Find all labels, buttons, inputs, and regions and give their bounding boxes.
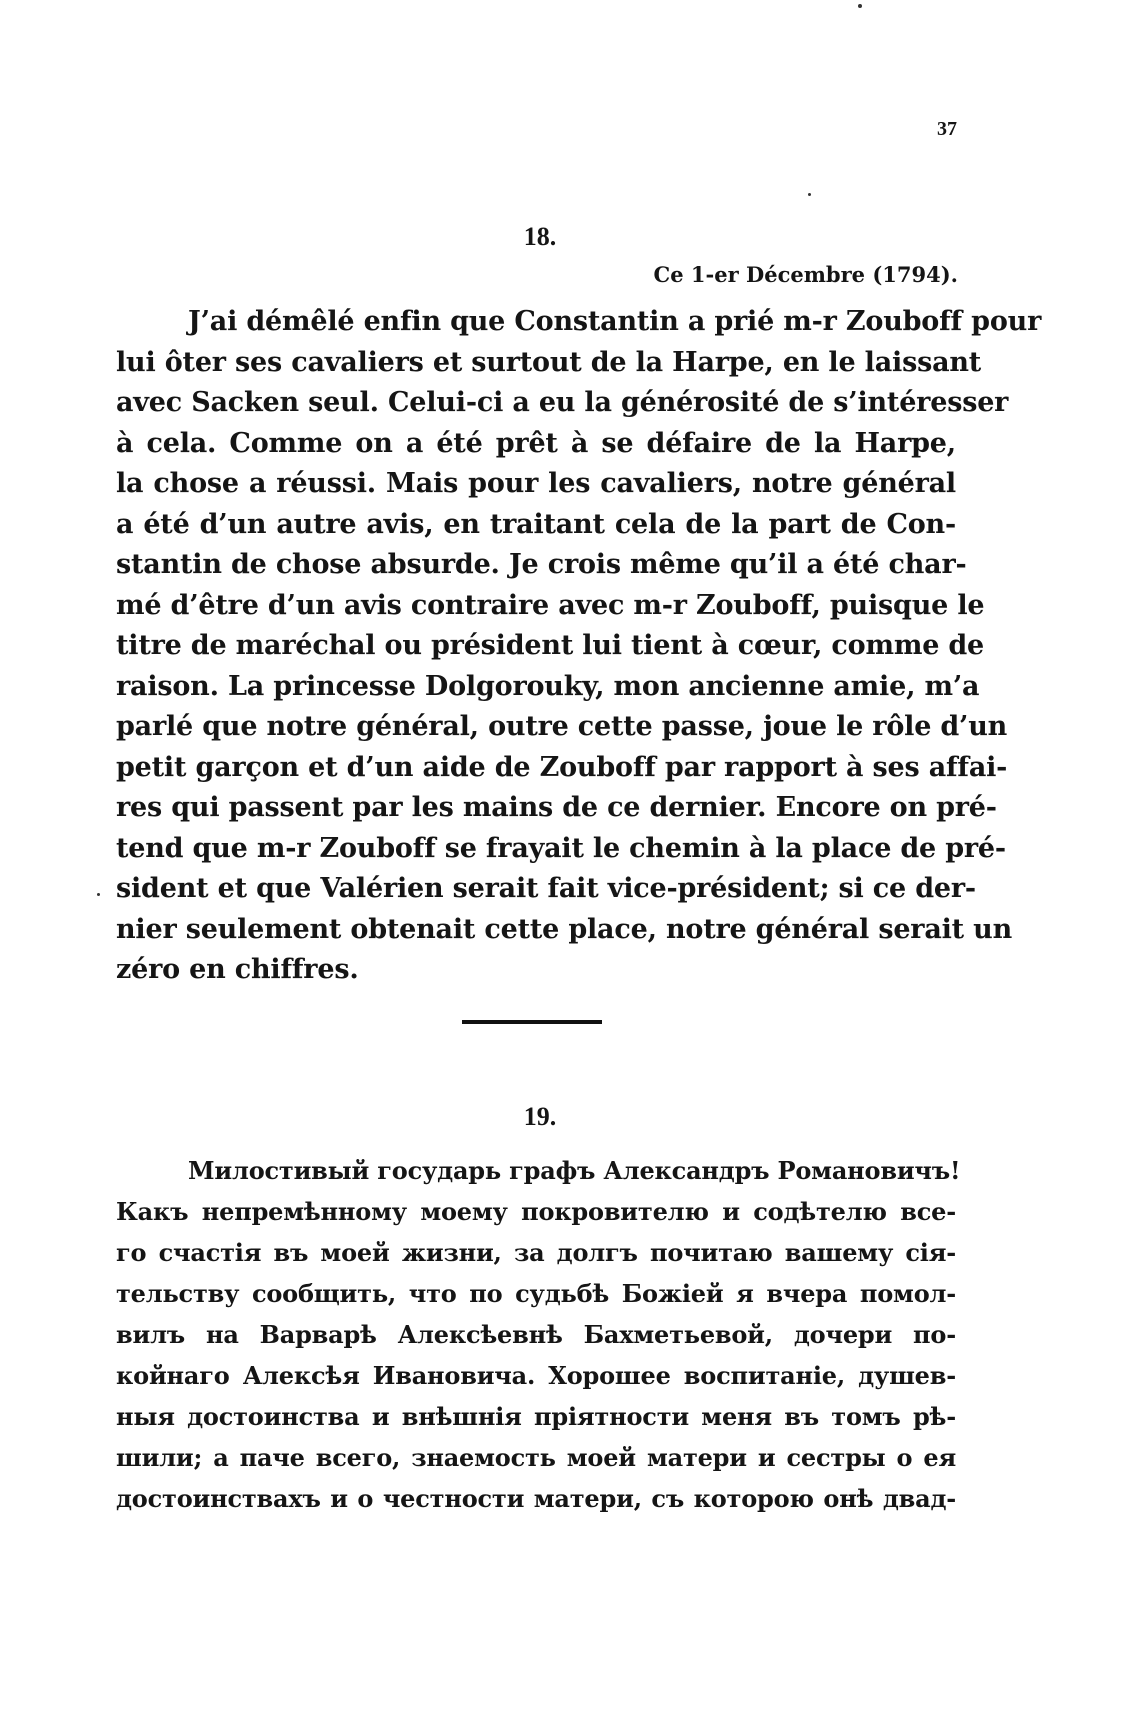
letter-19-line: тельству сообщить, что по судьбѣ Божіей я вчера помол-	[116, 1279, 956, 1308]
letter-18-line: a été d’un autre avis, en traitant cela de la part de Con-	[116, 508, 956, 540]
letter-18-line: mé d’être d’un avis contraire avec m-r Zouboff, puisque le	[116, 589, 985, 621]
scan-speck	[808, 193, 811, 196]
letter-19-body	[116, 1150, 961, 1519]
letter-19-line: койнаго Алексѣя Ивановича. Хорошее воспитаніе, душев-	[116, 1361, 956, 1390]
letter-18-line: la chose a réussi. Mais pour les cavaliers, notre général	[116, 468, 956, 499]
letter-18-line: J’ai démêlé enfin que Constantin a prié m-r Zouboff pour	[188, 306, 1042, 337]
section-divider	[462, 1020, 602, 1024]
letter-19-number: 19.	[523, 1102, 557, 1131]
letter-18-line: res qui passent par les mains de ce dernier. Encore on pré-	[116, 792, 997, 823]
letter-18-line: petit garçon et d’un aide de Zouboff par rapport à ses affai-	[116, 751, 1008, 783]
letter-18-body	[116, 302, 1042, 991]
letter-18-line: lui ôter ses cavaliers et surtout de la Harpe, en le laissant	[116, 346, 982, 378]
letter-18-line: avec Sacken seul. Celui-ci a eu la générosité de s’intéresser	[116, 387, 1009, 418]
letter-19-line: достоинствахъ и о честности матери, съ которою онѣ двад-	[116, 1484, 956, 1513]
letter-18-line: raison. La princesse Dolgorouky, mon ancienne amie, m’a	[116, 670, 980, 702]
letter-19-line: го счастія въ моей жизни, за долгъ почитаю вашему сія-	[116, 1238, 956, 1267]
letter-18-number: 18.	[523, 222, 557, 251]
letter-18-dateline: Ce 1-er Décembre (1794).	[653, 262, 958, 287]
letter-19-line: Какъ непремѣнному моему покровителю и содѣтелю все-	[116, 1197, 956, 1226]
scan-speck	[858, 4, 862, 8]
letter-19-line: вилъ на Варварѣ Алексѣевнѣ Бахметьевой, дочери по-	[116, 1320, 956, 1349]
letter-18-line: zéro en chiffres.	[116, 954, 359, 985]
letter-18-line: parlé que notre général, outre cette passe, joue le rôle d’un	[116, 711, 1008, 742]
letter-18-line: sident et que Valérien serait fait vice-président; si ce der-	[116, 873, 976, 904]
letter-19-salutation: Милостивый государь графъ Александръ Романовичъ!	[188, 1156, 961, 1185]
page-number: 37	[937, 118, 957, 140]
letter-18-line: à cela. Comme on a été prêt à se défaire de la Harpe,	[116, 427, 956, 459]
letter-18-line: nier seulement obtenait cette place, notre général serait un	[116, 913, 1013, 945]
letter-19-line: ныя достоинства и внѣшнія пріятности меня въ томъ рѣ-	[116, 1402, 956, 1431]
letter-18-line: stantin de chose absurde. Je crois même qu’il a été char-	[116, 549, 967, 580]
scan-speck	[97, 893, 100, 896]
letter-19-line: шили; а паче всего, знаемость моей матери и сестры о ея	[116, 1443, 956, 1472]
letter-18-line: titre de maréchal ou président lui tient à cœur, comme de	[116, 630, 985, 661]
letter-18-line: tend que m-r Zouboff se frayait le chemin à la place de pré-	[116, 832, 1006, 864]
